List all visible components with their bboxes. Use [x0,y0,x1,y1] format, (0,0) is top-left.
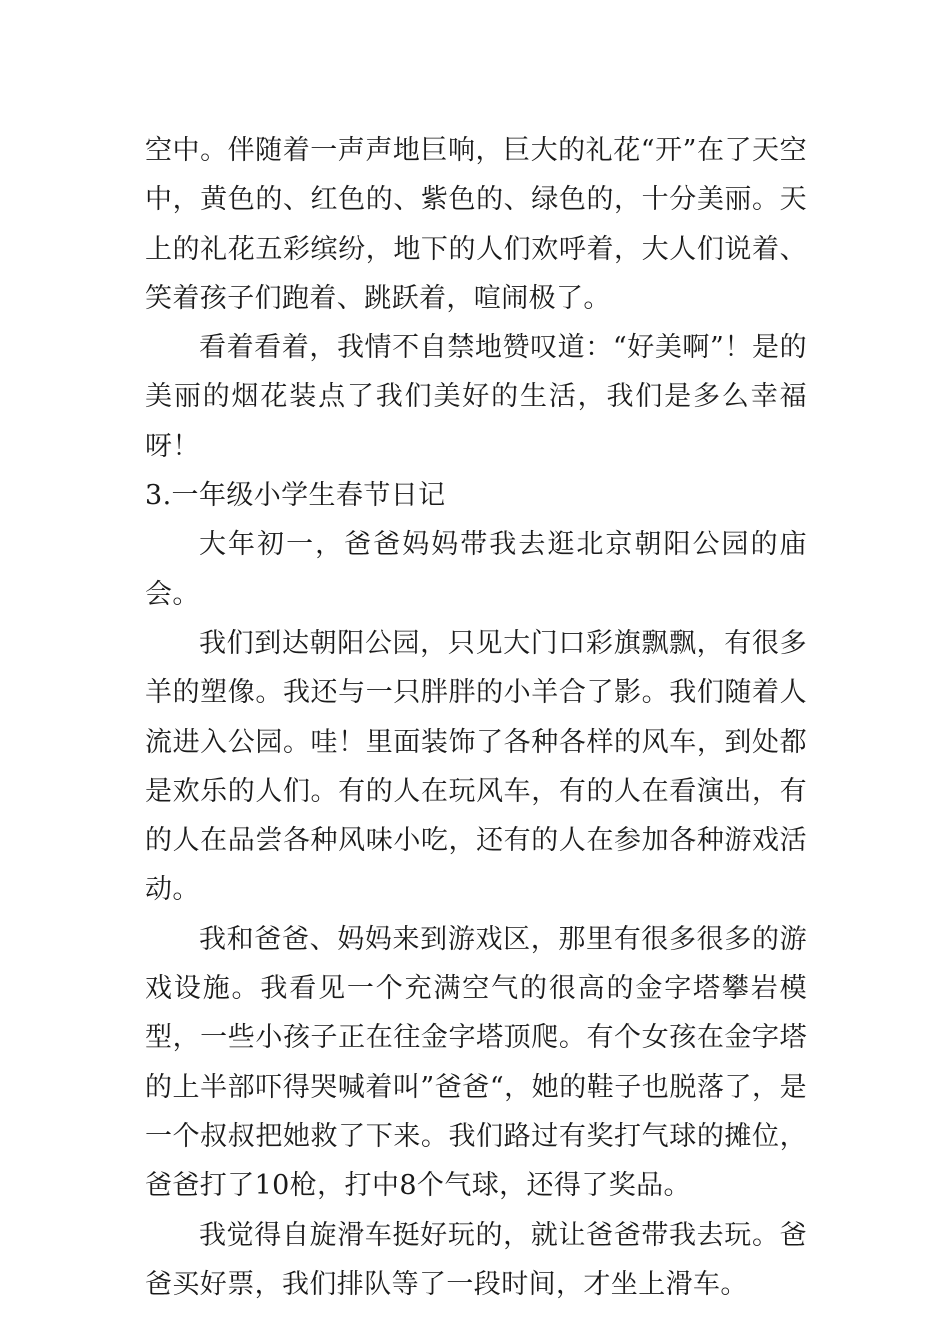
paragraph-spinning-coaster: 我觉得自旋滑车挺好玩的，就让爸爸带我去玩。爸爸买好票，我们排队等了一段时间，才坐上滑车。 [145,1219,807,1300]
paragraph-temple-fair-intro: 大年初一，爸爸妈妈带我去逛北京朝阳公园的庙会。 [145,529,807,610]
section-heading: 3.一年级小学生春节日记 [145,480,446,512]
paragraph-fireworks-continued: 空中。伴随着一声声地巨响，巨大的礼花“开”在了天空中，黄色的、红色的、紫色的、绿色的，十分美丽。天上的礼花五彩缤纷，地下的人们欢呼着，大人们说着、笑着孩子们跑着、跳跃着，喧闹极了。 [145,135,807,314]
paragraph-park-arrival: 我们到达朝阳公园，只见大门口彩旗飘飘，有很多羊的塑像。我还与一只胖胖的小羊合了影。我们随着人流进入公园。哇！里面装饰了各种各样的风车，到处都是欢乐的人们。有的人在玩风车，有的人在看演出，有的人在品尝各种风味小吃，还有的人在参加各种游戏活动。 [145,627,807,906]
paragraph-game-area: 我和爸爸、妈妈来到游戏区，那里有很多很多的游戏设施。我看见一个充满空气的很高的金字塔攀岩模型，一些小孩子正在往金字塔顶爬。有个女孩在金字塔的上半部吓得哭喊着叫”爸爸“，她的鞋子也脱落了，是一个叔叔把她救了下来。我们路过有奖打气球的摊位，爸爸打了10枪，打中8个气球，还得了奖品。 [145,923,807,1202]
document-body [145,126,807,1309]
paragraph-admiration: 看着看着，我情不自禁地赞叹道：“好美啊”！是的美丽的烟花装点了我们美好的生活，我们是多么幸福呀！ [145,332,807,462]
